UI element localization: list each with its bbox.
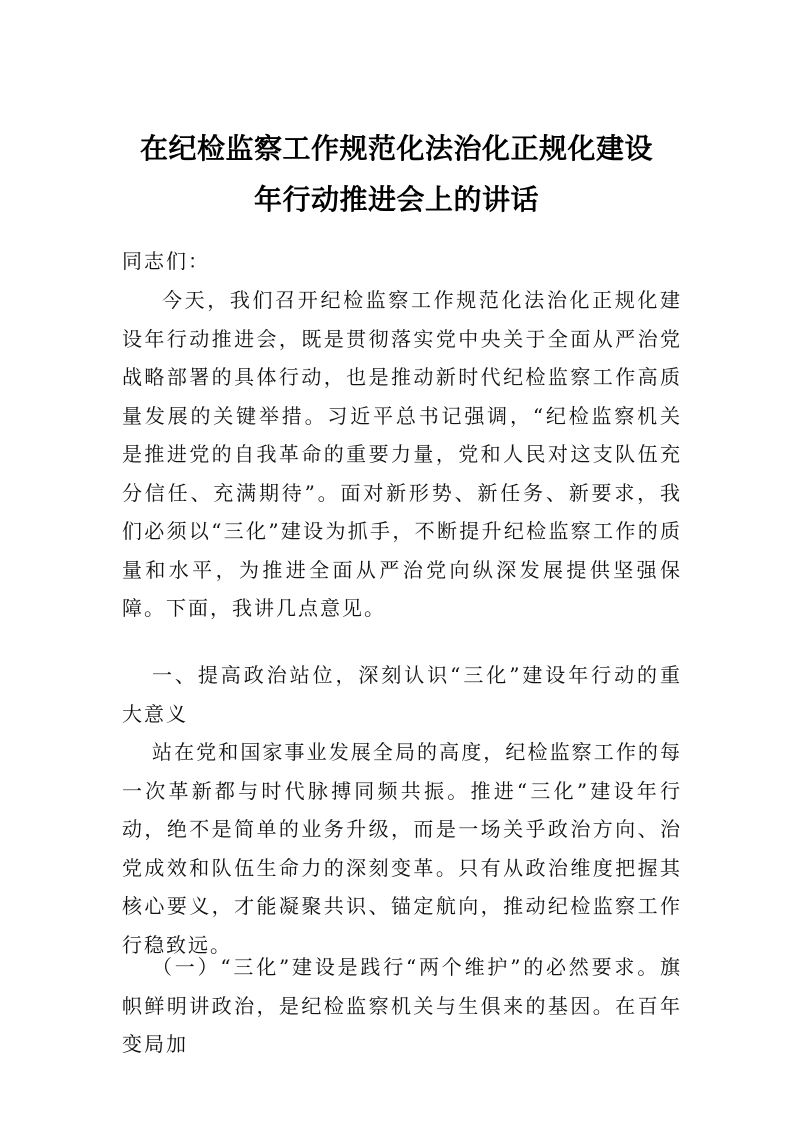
salutation: 同志们： [122, 249, 210, 273]
section-heading-1: 一、提高政治站位，深刻认识“三化”建设年行动的重大意义 [122, 663, 682, 726]
paragraph-section-1-intro: 站在党和国家事业发展全局的高度，纪检监察工作的每一次革新都与时代脉搏同频共振。推进“三化”建设年行动，绝不是简单的业务升级，而是一场关乎政治方向、治党成效和队伍生命力的深刻变革。只有从政治维度把握其核心要义，才能凝聚共识、锚定航向，推动纪检监察工作行稳致远。 [122, 740, 682, 957]
document-title-line-1: 在纪检监察工作规范化法治化正规化建设 [139, 132, 653, 165]
document-title-line-2: 年行动推进会上的讲话 [253, 183, 539, 216]
paragraph-opening: 今天，我们召开纪检监察工作规范化法治化正规化建设年行动推进会，既是贯彻落实党中央关于全面从严治党战略部署的具体行动，也是推动新时代纪检监察工作高质量发展的关键举措。习近平总书记强调，“纪检监察机关是推进党的自我革命的重要力量，党和人民对这支队伍充分信任、充满期待”。面对新形势、新任务、新要求，我们必须以“三化”建设为抓手，不断提升纪检监察工作的质量和水平，为推进全面从严治党向纵深发展提供坚强保障。下面，我讲几点意见。 [122, 288, 682, 620]
paragraph-subsection-1: （一）“三化”建设是践行“两个维护”的必然要求。旗帜鲜明讲政治，是纪检监察机关与生俱来的基因。在百年变局加 [122, 955, 682, 1056]
